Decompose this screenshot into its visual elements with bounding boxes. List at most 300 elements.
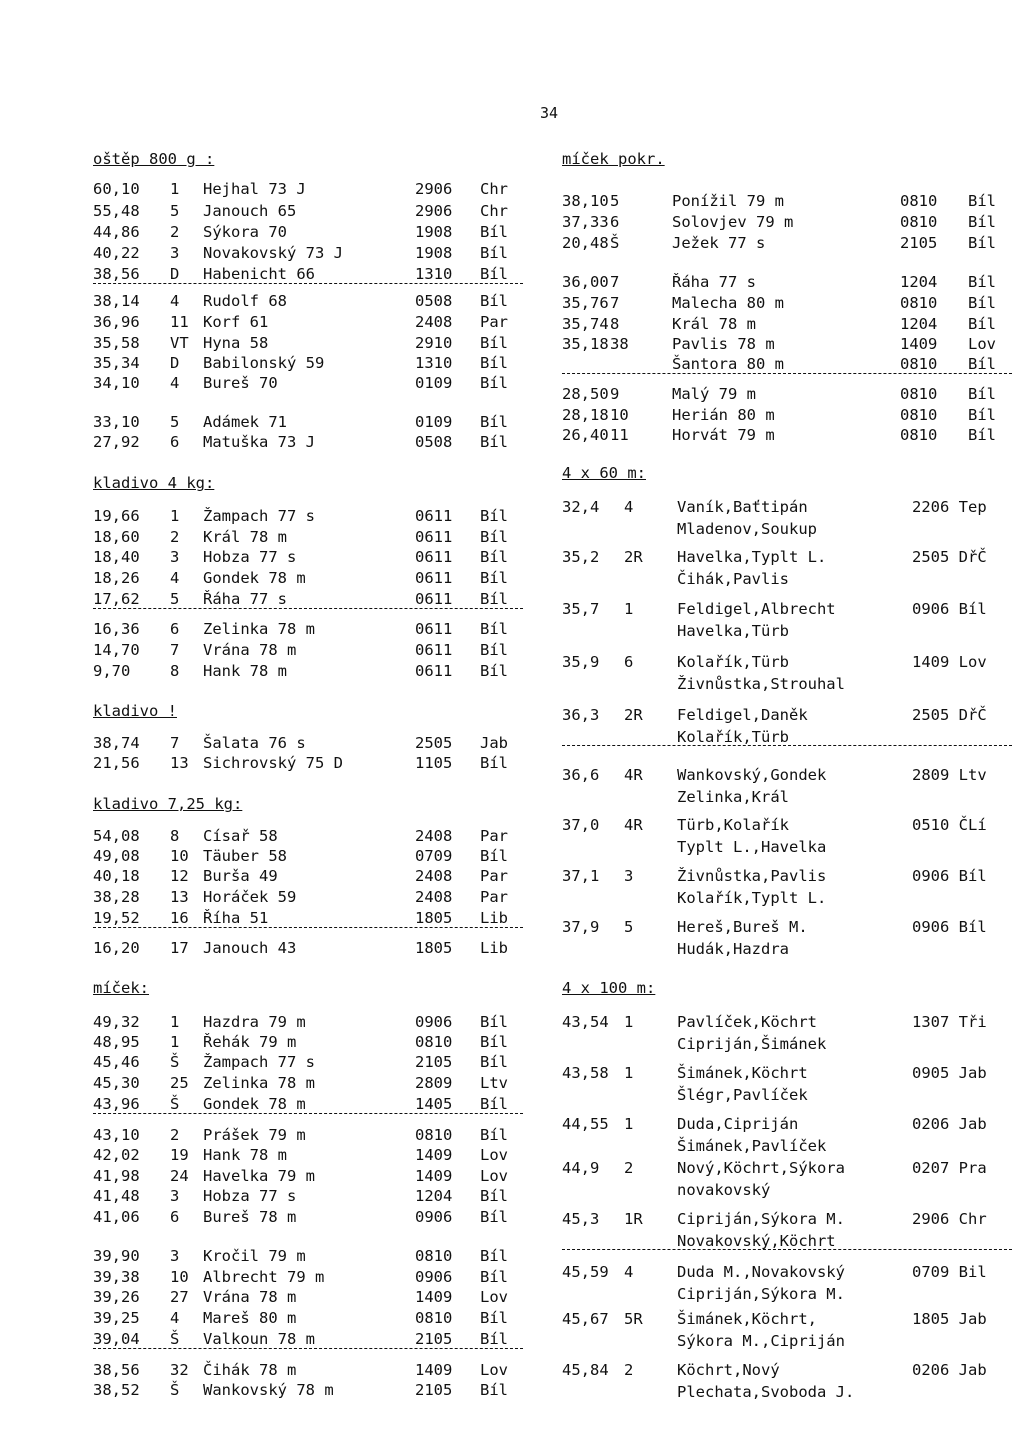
athlete-name: Novakovský 73 J (203, 244, 343, 262)
result-row (93, 353, 523, 373)
result-mark: 41,48 (93, 1187, 140, 1205)
venue: Bíl (480, 1268, 508, 1286)
venue: Bíl (480, 244, 508, 262)
result-mark: 16,20 (93, 939, 140, 957)
result-row (93, 826, 523, 846)
placing: 25 (170, 1074, 189, 1092)
result-row (93, 1380, 523, 1400)
athlete-name: Zelinka 78 m (203, 620, 315, 638)
date: 0906 (415, 1013, 453, 1031)
placing: 10 (170, 1268, 189, 1286)
athlete-name: Ježek 77 s (672, 234, 766, 252)
venue: Chr (480, 202, 508, 220)
placing: 8 (170, 827, 180, 845)
result-mark: 19,52 (93, 909, 140, 927)
result-mark: 39,26 (93, 1288, 140, 1306)
athlete-name: Gondek 78 m (203, 569, 306, 587)
placing: 1 (624, 1064, 634, 1082)
date: 0611 (415, 548, 453, 566)
section-title: míček pokr. (562, 150, 665, 168)
date: 1908 (415, 244, 453, 262)
date: 1405 (415, 1095, 453, 1113)
date: 1409 (415, 1167, 453, 1185)
result-mark: 45,59 (562, 1263, 609, 1281)
placing: 17 (170, 939, 189, 957)
date-venue: 0709 Bil (912, 1263, 987, 1281)
venue: Bíl (480, 1330, 508, 1348)
athlete-name: Říha 51 (203, 909, 269, 927)
result-row (93, 373, 523, 393)
result-row (93, 1329, 523, 1349)
result-row (93, 1308, 523, 1328)
result-row (93, 1360, 523, 1380)
venue: Bíl (968, 385, 996, 403)
result-mark: 45,84 (562, 1361, 609, 1379)
venue: Bíl (480, 507, 508, 525)
placing: 1 (170, 180, 180, 198)
relay-runners-1: Pavlíček,Köchrt (677, 1013, 817, 1031)
result-row (93, 201, 523, 221)
date: 1805 (415, 909, 453, 927)
athlete-name: Sýkora 70 (203, 223, 287, 241)
date: 1204 (900, 315, 938, 333)
athlete-name: Žampach 77 s (203, 507, 315, 525)
relay-runners-2: novakovský (677, 1181, 771, 1199)
venue: Par (480, 867, 508, 885)
date: 2809 (415, 1074, 453, 1092)
date: 0611 (415, 569, 453, 587)
result-row (93, 589, 523, 609)
date: 1310 (415, 265, 453, 283)
result-mark: 35,74 (562, 315, 609, 333)
result-mark: 20,48 (562, 234, 609, 252)
result-row (93, 222, 523, 242)
athlete-name: Řehák 79 m (203, 1033, 297, 1051)
result-mark: 37,9 (562, 918, 600, 936)
athlete-name: Albrecht 79 m (203, 1268, 325, 1286)
result-mark: 45,46 (93, 1053, 140, 1071)
placing: 6 (170, 433, 180, 451)
date: 0611 (415, 641, 453, 659)
result-mark: 48,95 (93, 1033, 140, 1051)
athlete-name: Zelinka 78 m (203, 1074, 315, 1092)
placing: 3 (170, 1247, 180, 1265)
result-mark: 35,58 (93, 334, 140, 352)
result-row (93, 938, 523, 958)
placing: 4 (170, 374, 180, 392)
result-mark: 44,55 (562, 1115, 609, 1133)
relay-runners-2: Cipriján,Šimánek (677, 1035, 827, 1053)
result-row (93, 733, 523, 753)
relay-runners-2: Živnůstka,Strouhal (677, 675, 845, 693)
athlete-name: Bureš 70 (203, 374, 278, 392)
result-mark: 32,4 (562, 498, 600, 516)
result-row (93, 264, 523, 284)
placing: 5 (624, 918, 634, 936)
athlete-name: Pavlis 78 m (672, 335, 775, 353)
date: 1409 (415, 1146, 453, 1164)
result-row (93, 1287, 523, 1307)
relay-row (562, 917, 1012, 961)
result-mark: 9,70 (93, 662, 131, 680)
athlete-name: Gondek 78 m (203, 1095, 306, 1113)
relay-runners-1: Feldigel,Daněk (677, 706, 808, 724)
venue: Bíl (480, 548, 508, 566)
result-row (93, 753, 523, 773)
result-row (93, 1145, 523, 1165)
placing: 7 (610, 294, 620, 312)
placing: D (170, 354, 180, 372)
venue: Bíl (480, 265, 508, 283)
athlete-name: Šalata 76 s (203, 734, 306, 752)
athlete-name: Horáček 59 (203, 888, 297, 906)
athlete-name: Matuška 73 J (203, 433, 315, 451)
result-row (93, 908, 523, 928)
relay-runners-1: Živnůstka,Pavlis (677, 867, 827, 885)
result-row (93, 568, 523, 588)
result-row (93, 547, 523, 567)
athlete-name: Rudolf 68 (203, 292, 287, 310)
venue: Chr (480, 180, 508, 198)
result-mark: 19,66 (93, 507, 140, 525)
venue: Bíl (480, 569, 508, 587)
placing: 6 (624, 653, 634, 671)
athlete-name: Sichrovský 75 D (203, 754, 343, 772)
placing: 8 (170, 662, 180, 680)
section-title: kladivo ! (93, 702, 177, 720)
placing: 27 (170, 1288, 189, 1306)
placing: 3 (170, 548, 180, 566)
date: 0611 (415, 662, 453, 680)
date: 2105 (900, 234, 938, 252)
result-mark: 28,50 (562, 385, 609, 403)
relay-runners-2: Čihák,Pavlis (677, 570, 789, 588)
date: 2906 (415, 180, 453, 198)
venue: Bíl (480, 413, 508, 431)
result-mark: 35,18 (562, 335, 609, 353)
placing: 5 (170, 413, 180, 431)
athlete-name: Babilonský 59 (203, 354, 325, 372)
venue: Bíl (968, 406, 996, 424)
athlete-name: Hejhal 73 J (203, 180, 306, 198)
date-venue: 0906 Bíl (912, 918, 987, 936)
placing: 1 (170, 507, 180, 525)
date: 2910 (415, 334, 453, 352)
date-venue: 0906 Bíl (912, 867, 987, 885)
venue: Bíl (480, 292, 508, 310)
placing: 5 (170, 202, 180, 220)
result-row (93, 640, 523, 660)
result-row (562, 354, 1012, 374)
relay-runners-1: Duda,Cipriján (677, 1115, 799, 1133)
relay-row (562, 1012, 1012, 1056)
date: 1409 (900, 335, 938, 353)
date-venue: 0905 Jab (912, 1064, 987, 1082)
date: 1908 (415, 223, 453, 241)
result-mark: 44,9 (562, 1159, 600, 1177)
result-mark: 49,32 (93, 1013, 140, 1031)
placing: 1 (624, 1013, 634, 1031)
date: 0810 (900, 192, 938, 210)
relay-row (562, 1114, 1012, 1158)
result-row (562, 212, 1012, 232)
placing: 1 (170, 1013, 180, 1031)
dashed-rule (93, 283, 523, 284)
date: 0810 (900, 406, 938, 424)
date: 0810 (415, 1309, 453, 1327)
athlete-name: Hobza 77 s (203, 1187, 297, 1205)
relay-runners-1: Cipriján,Sýkora M. (677, 1210, 845, 1228)
dashed-rule (93, 608, 523, 609)
relay-row (562, 705, 1012, 749)
relay-runners-2: Kolařík,Typlt L. (677, 889, 827, 907)
relay-runners-1: Hereš,Bureš M. (677, 918, 808, 936)
result-row (562, 425, 1012, 445)
date: 0611 (415, 507, 453, 525)
athlete-name: Hyna 58 (203, 334, 269, 352)
relay-row (562, 1209, 1012, 1253)
relay-runners-2: Kolařík,Türb (677, 728, 789, 746)
result-row (562, 314, 1012, 334)
placing: 2 (170, 528, 180, 546)
athlete-name: Janouch 43 (203, 939, 297, 957)
venue: Lov (968, 335, 996, 353)
athlete-name: Janouch 65 (203, 202, 297, 220)
date: 2906 (415, 202, 453, 220)
athlete-name: Valkoun 78 m (203, 1330, 315, 1348)
athlete-name: Malý 79 m (672, 385, 756, 403)
placing: 5R (624, 1310, 643, 1328)
venue: Bíl (968, 234, 996, 252)
venue: Jab (480, 734, 508, 752)
result-mark: 42,02 (93, 1146, 140, 1164)
result-row (562, 293, 1012, 313)
result-row (93, 527, 523, 547)
dashed-rule (562, 1249, 1012, 1250)
result-mark: 43,96 (93, 1095, 140, 1113)
date-venue: 1409 Lov (912, 653, 987, 671)
venue: Lov (480, 1288, 508, 1306)
placing: 6 (170, 1208, 180, 1226)
result-mark: 39,25 (93, 1309, 140, 1327)
result-mark: 38,52 (93, 1381, 140, 1399)
result-mark: 43,10 (93, 1126, 140, 1144)
venue: Lov (480, 1167, 508, 1185)
venue: Bíl (480, 620, 508, 638)
venue: Par (480, 313, 508, 331)
relay-row (562, 1063, 1012, 1107)
result-mark: 38,74 (93, 734, 140, 752)
placing: 2 (170, 1126, 180, 1144)
relay-row (562, 497, 1012, 541)
section-title: oštěp 800 g : (93, 150, 215, 168)
relay-runners-1: Vaník,Baťtipán (677, 498, 808, 516)
date: 2105 (415, 1381, 453, 1399)
relay-runners-1: Nový,Köchrt,Sýkora (677, 1159, 845, 1177)
result-row (562, 405, 1012, 425)
placing: 3 (624, 867, 634, 885)
date: 0906 (415, 1208, 453, 1226)
date: 2105 (415, 1053, 453, 1071)
date-venue: 2206 Tep (912, 498, 987, 516)
athlete-name: Král 78 m (203, 528, 287, 546)
result-mark: 14,70 (93, 641, 140, 659)
date: 0906 (415, 1268, 453, 1286)
result-row (93, 1032, 523, 1052)
date-venue: 1307 Tři (912, 1013, 987, 1031)
venue: Lov (480, 1361, 508, 1379)
result-mark: 37,1 (562, 867, 600, 885)
venue: Bíl (480, 754, 508, 772)
venue: Bíl (968, 273, 996, 291)
venue: Bíl (968, 213, 996, 231)
placing: 6 (170, 620, 180, 638)
athlete-name: Šantora 80 m (672, 355, 784, 373)
result-mark: 40,18 (93, 867, 140, 885)
venue: Bíl (480, 374, 508, 392)
venue: Bíl (480, 433, 508, 451)
result-mark: 17,62 (93, 590, 140, 608)
venue: Bíl (480, 354, 508, 372)
athlete-name: Hank 78 m (203, 1146, 287, 1164)
date: 1409 (415, 1288, 453, 1306)
result-mark: 38,10 (562, 192, 609, 210)
dashed-rule (93, 1113, 523, 1114)
relay-row (562, 866, 1012, 910)
venue: Bíl (480, 528, 508, 546)
result-row (93, 1125, 523, 1145)
athlete-name: Täuber 58 (203, 847, 287, 865)
date: 1204 (415, 1187, 453, 1205)
relay-runners-1: Šimánek,Köchrt, (677, 1310, 817, 1328)
relay-runners-2: Mladenov,Soukup (677, 520, 817, 538)
placing: 2R (624, 548, 643, 566)
result-mark: 35,7 (562, 600, 600, 618)
result-mark: 28,18 (562, 406, 609, 424)
date: 0508 (415, 433, 453, 451)
date: 0611 (415, 528, 453, 546)
date-venue: 0206 Jab (912, 1115, 987, 1133)
placing: 10 (610, 406, 629, 424)
athlete-name: Prášek 79 m (203, 1126, 306, 1144)
venue: Bíl (968, 426, 996, 444)
venue: Bíl (480, 334, 508, 352)
result-mark: 40,22 (93, 244, 140, 262)
result-mark: 45,67 (562, 1310, 609, 1328)
venue: Bíl (480, 223, 508, 241)
venue: Bíl (480, 1187, 508, 1205)
relay-runners-2: Havelka,Türb (677, 622, 789, 640)
date: 1310 (415, 354, 453, 372)
venue: Bíl (968, 355, 996, 373)
placing: 6 (610, 213, 620, 231)
placing: 7 (610, 273, 620, 291)
venue: Bíl (480, 1013, 508, 1031)
athlete-name: Horvát 79 m (672, 426, 775, 444)
result-mark: 35,76 (562, 294, 609, 312)
result-mark: 21,56 (93, 754, 140, 772)
date: 0810 (415, 1033, 453, 1051)
venue: Bíl (480, 1053, 508, 1071)
placing: 1R (624, 1210, 643, 1228)
relay-runners-2: Cipriján,Sýkora M. (677, 1285, 845, 1303)
result-row (93, 846, 523, 866)
result-row (562, 233, 1012, 253)
result-mark: 44,86 (93, 223, 140, 241)
placing: 3 (170, 1187, 180, 1205)
result-row (93, 1207, 523, 1227)
venue: Bíl (480, 1208, 508, 1226)
result-mark: 18,26 (93, 569, 140, 587)
placing: 5 (170, 590, 180, 608)
athlete-name: Hobza 77 s (203, 548, 297, 566)
result-mark: 36,00 (562, 273, 609, 291)
result-mark: 33,10 (93, 413, 140, 431)
placing: 32 (170, 1361, 189, 1379)
result-row (93, 1073, 523, 1093)
result-row (93, 506, 523, 526)
placing: 13 (170, 888, 189, 906)
date: 0611 (415, 590, 453, 608)
placing: 1 (624, 600, 634, 618)
placing: 10 (170, 847, 189, 865)
placing: 3 (170, 244, 180, 262)
result-mark: 43,58 (562, 1064, 609, 1082)
athlete-name: Vrána 78 m (203, 641, 297, 659)
athlete-name: Herián 80 m (672, 406, 775, 424)
result-row (93, 1012, 523, 1032)
result-mark: 55,48 (93, 202, 140, 220)
section-title: míček: (93, 979, 149, 997)
result-row (93, 432, 523, 452)
venue: Ltv (480, 1074, 508, 1092)
result-mark: 43,54 (562, 1013, 609, 1031)
result-row (93, 1166, 523, 1186)
result-mark: 45,3 (562, 1210, 600, 1228)
placing: 4 (624, 498, 634, 516)
result-mark: 38,56 (93, 1361, 140, 1379)
placing: 4R (624, 766, 643, 784)
date: 2505 (415, 734, 453, 752)
placing: 8 (610, 315, 620, 333)
date-venue: 0906 Bíl (912, 600, 987, 618)
relay-runners-2: Šimánek,Pavlíček (677, 1137, 827, 1155)
athlete-name: Hazdra 79 m (203, 1013, 306, 1031)
placing: 12 (170, 867, 189, 885)
placing: Š (170, 1053, 180, 1071)
placing: 9 (610, 385, 620, 403)
placing: 11 (610, 426, 629, 444)
venue: Bíl (480, 1033, 508, 1051)
relay-runners-2: Šlégr,Pavlíček (677, 1086, 808, 1104)
venue: Par (480, 827, 508, 845)
athlete-name: Hank 78 m (203, 662, 287, 680)
relay-row (562, 1360, 1012, 1404)
venue: Bíl (480, 1309, 508, 1327)
venue: Bíl (480, 641, 508, 659)
athlete-name: Žampach 77 s (203, 1053, 315, 1071)
result-mark: 37,33 (562, 213, 609, 231)
placing: 4 (170, 569, 180, 587)
athlete-name: Ponížil 79 m (672, 192, 784, 210)
result-mark: 38,28 (93, 888, 140, 906)
relay-row (562, 652, 1012, 696)
placing: Š (170, 1330, 180, 1348)
placing: 38 (610, 335, 629, 353)
date-venue: 2505 DřČ (912, 706, 987, 724)
date: 1805 (415, 939, 453, 957)
athlete-name: Čihák 78 m (203, 1361, 297, 1379)
